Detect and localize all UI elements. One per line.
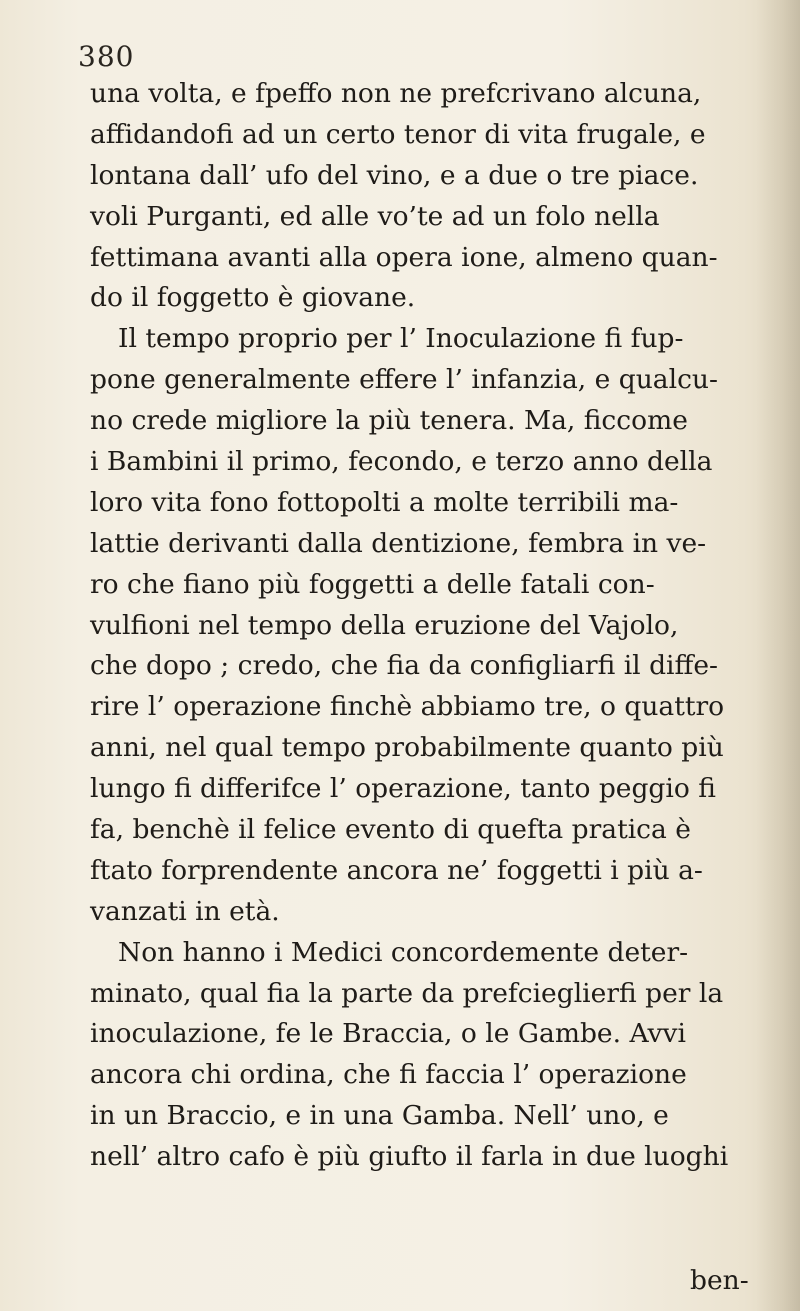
text-line: loro vita fono fottopolti a molte terribili ma- bbox=[90, 486, 679, 518]
text-line: in un Braccio, e in una Gamba. Nell’ uno, e bbox=[90, 1100, 669, 1132]
text-line: che dopo ; credo, che fia da configliarfi il diffe- bbox=[90, 650, 718, 682]
text-line: do il foggetto è giovane. bbox=[90, 282, 416, 314]
text-line: pone generalmente effere l’ infanzia, e qualcu- bbox=[90, 364, 718, 396]
text-line: vanzati in età. bbox=[90, 895, 280, 927]
page-number: 380 bbox=[78, 40, 135, 73]
text-line: minato, qual fia la parte da prefcieglierfi per la bbox=[90, 977, 724, 1009]
text-line: i Bambini il primo, fecondo, e terzo anno della bbox=[90, 446, 713, 478]
text-line: lattie derivanti dalla dentizione, fembra in ve- bbox=[90, 527, 707, 559]
paragraph-start-line: Il tempo proprio per l’ Inoculazione fi fup- bbox=[118, 323, 684, 355]
text-line: ro che fiano più foggetti a delle fatali con- bbox=[90, 568, 655, 600]
text-line: voli Purganti, ed alle vo’te ad un folo nella bbox=[90, 200, 660, 232]
text-line: fa, benchè il felice evento di quefta pratica è bbox=[90, 814, 691, 846]
text-line: ftato forprendente ancora ne’ foggetti i più a- bbox=[90, 854, 703, 886]
text-line: no crede migliore la più tenera. Ma, ficcome bbox=[90, 405, 688, 437]
text-line: inoculazione, fe le Braccia, o le Gambe. Avvi bbox=[90, 1018, 686, 1050]
text-line: rire l’ operazione finchè abbiamo tre, o quattro bbox=[90, 691, 725, 723]
text-line: nell’ altro cafo è più giufto il farla in due luoghi bbox=[90, 1141, 729, 1173]
text-line: lontana dall’ ufo del vino, e a due o tre piace. bbox=[90, 159, 699, 191]
text-line: una volta, e fpeffo non ne prefcrivano alcuna, bbox=[90, 78, 702, 109]
body-text bbox=[90, 74, 770, 1178]
text-line: vulfioni nel tempo della eruzione del Vajolo, bbox=[90, 609, 679, 641]
text-line: anni, nel qual tempo probabilmente quanto più bbox=[90, 732, 724, 764]
text-line: ancora chi ordina, che fi faccia l’ operazione bbox=[90, 1059, 687, 1091]
catchword: ben- bbox=[690, 1265, 749, 1296]
paragraph-start-line: Non hanno i Medici concordemente deter- bbox=[118, 936, 689, 968]
text-line: lungo fi differifce l’ operazione, tanto peggio fi bbox=[90, 773, 716, 805]
text-line: affidandofi ad un certo tenor di vita frugale, e bbox=[90, 118, 706, 150]
text-line: fettimana avanti alla opera ione, almeno quan- bbox=[90, 241, 718, 273]
